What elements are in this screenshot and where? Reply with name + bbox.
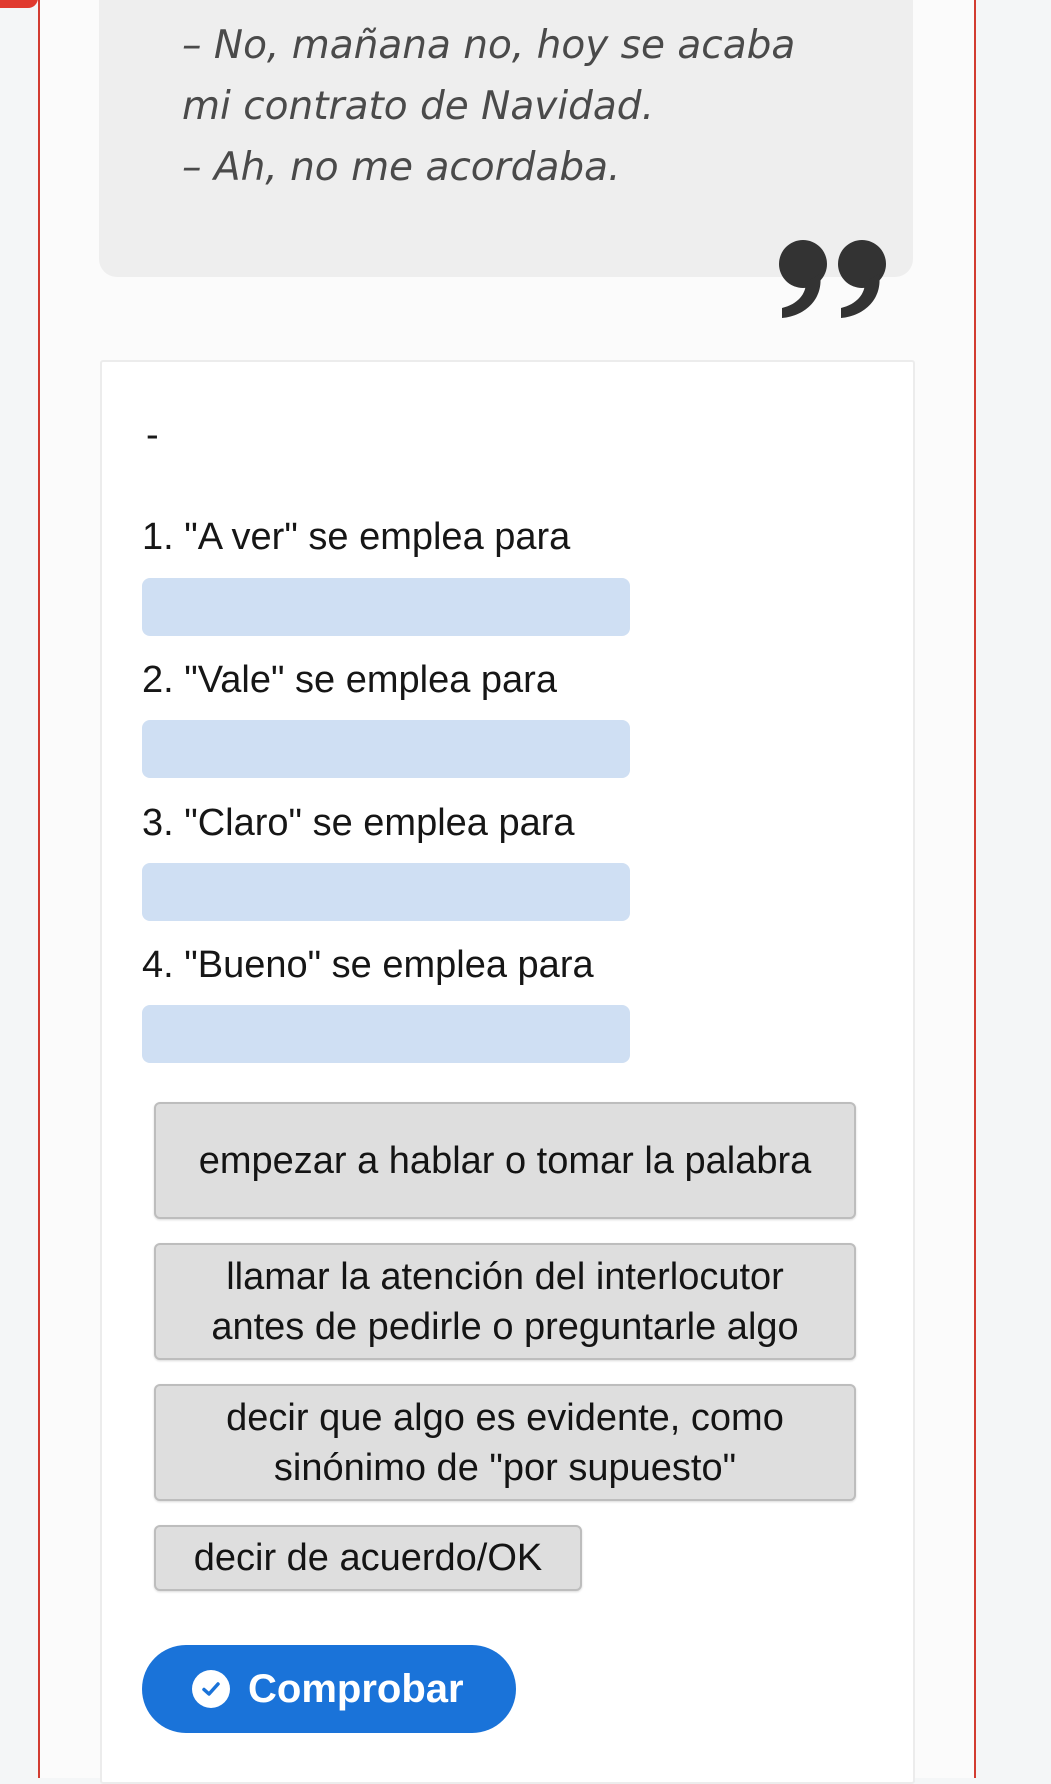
answer-drop-zone[interactable] <box>142 578 630 636</box>
answer-drop-zone[interactable] <box>142 1005 630 1063</box>
draggable-option[interactable]: decir de acuerdo/OK <box>154 1525 582 1591</box>
dialogue-line: – No, mañana no, hoy se acaba <box>182 23 796 68</box>
left-accent-shape <box>0 0 38 8</box>
question-label: 4. "Bueno" se emplea para <box>142 944 594 986</box>
exercise-dash: - <box>146 414 159 456</box>
answer-drop-zone[interactable] <box>142 720 630 778</box>
check-circle-icon <box>192 1670 230 1708</box>
draggable-option[interactable]: empezar a hablar o tomar la palabra <box>154 1102 856 1219</box>
question-label: 1. "A ver" se emplea para <box>142 516 571 558</box>
dialogue-line: – Ah, no me acordaba. <box>182 145 621 190</box>
dialogue-line: mi contrato de Navidad. <box>182 84 654 129</box>
check-answers-button[interactable] <box>142 1645 516 1733</box>
draggable-option[interactable]: llamar la atención del interlocutor antes de pedirle o preguntarle algo <box>154 1243 856 1360</box>
question-label: 2. "Vale" se emplea para <box>142 659 557 701</box>
check-answers-label: Comprobar <box>248 1666 464 1711</box>
draggable-option[interactable]: decir que algo es evidente, como sinónimo de "por supuesto" <box>154 1384 856 1501</box>
closing-quote-icon <box>776 238 890 320</box>
question-label: 3. "Claro" se emplea para <box>142 802 575 844</box>
answer-drop-zone[interactable] <box>142 863 630 921</box>
